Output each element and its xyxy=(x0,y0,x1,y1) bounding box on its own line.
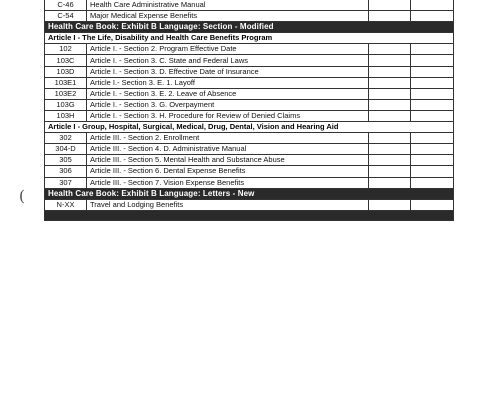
table-row xyxy=(45,144,454,155)
section-header-row xyxy=(45,22,454,33)
benefits-language-table xyxy=(44,0,454,221)
row-blank-cell xyxy=(369,144,411,155)
row-blank-cell xyxy=(411,177,454,188)
row-blank-cell xyxy=(369,77,411,88)
row-description-cell: Major Medical Expense Benefits xyxy=(87,11,369,22)
row-description-cell: Travel and Lodging Benefits xyxy=(87,199,369,210)
row-blank-cell xyxy=(411,144,454,155)
row-blank-cell xyxy=(411,166,454,177)
row-blank-cell xyxy=(411,155,454,166)
table-row xyxy=(45,11,454,22)
section-header-text: Health Care Book: Exhibit B Language: Letters - New xyxy=(45,188,454,199)
row-description-cell: Article III. - Section 6. Dental Expense Benefits xyxy=(87,166,369,177)
table-footer-cell xyxy=(45,210,454,220)
table-row xyxy=(45,133,454,144)
table-row xyxy=(45,99,454,110)
row-code-cell: 103E1 xyxy=(45,77,87,88)
row-blank-cell xyxy=(411,88,454,99)
row-code-cell: 103D xyxy=(45,66,87,77)
row-blank-cell xyxy=(411,99,454,110)
row-blank-cell xyxy=(411,55,454,66)
section-header-text: Health Care Book: Exhibit B Language: Section - Modified xyxy=(45,22,454,33)
section-header-row xyxy=(45,188,454,199)
row-description-cell: Article I.- Section 3. E. 1. Layoff xyxy=(87,77,369,88)
row-code-cell: 103G xyxy=(45,99,87,110)
row-blank-cell xyxy=(369,155,411,166)
row-code-cell: 307 xyxy=(45,177,87,188)
row-blank-cell xyxy=(369,66,411,77)
row-blank-cell xyxy=(369,133,411,144)
table-row xyxy=(45,88,454,99)
row-description-cell: Article I. - Section 3. E. 2. Leave of Absence xyxy=(87,88,369,99)
row-blank-cell xyxy=(369,177,411,188)
row-blank-cell xyxy=(411,44,454,55)
row-blank-cell xyxy=(411,66,454,77)
table-footer-bar xyxy=(45,210,454,220)
row-blank-cell xyxy=(411,77,454,88)
row-description-cell: Article I. - Section 2. Program Effective Date xyxy=(87,44,369,55)
row-description-cell: Article I. - Section 3. D. Effective Date of Insurance xyxy=(87,66,369,77)
row-description-cell: Article I. - Section 3. C. State and Federal Laws xyxy=(87,55,369,66)
row-code-cell: 305 xyxy=(45,155,87,166)
row-blank-cell xyxy=(369,0,411,11)
row-blank-cell xyxy=(411,0,454,11)
row-code-cell: 103H xyxy=(45,110,87,121)
row-blank-cell xyxy=(369,11,411,22)
row-blank-cell xyxy=(369,110,411,121)
table-row xyxy=(45,155,454,166)
article-subheader-text: Article I - Group, Hospital, Surgical, Medical, Drug, Dental, Vision and Hearing Aid xyxy=(45,122,454,133)
row-blank-cell xyxy=(369,88,411,99)
row-description-cell: Article III. - Section 7. Vision Expense Benefits xyxy=(87,177,369,188)
row-code-cell: 103C xyxy=(45,55,87,66)
row-code-cell: C-46 xyxy=(45,0,87,11)
row-code-cell: 302 xyxy=(45,133,87,144)
row-description-cell: Article III. - Section 2. Enrollment xyxy=(87,133,369,144)
row-description-cell: Article I. - Section 3. G. Overpayment xyxy=(87,99,369,110)
margin-parenthesis-mark: ( xyxy=(19,187,25,205)
row-code-cell: 304-D xyxy=(45,144,87,155)
row-code-cell: 306 xyxy=(45,166,87,177)
table-row xyxy=(45,166,454,177)
row-blank-cell xyxy=(411,133,454,144)
row-description-cell: Article III. - Section 4. D. Administrative Manual xyxy=(87,144,369,155)
row-code-cell: 103E2 xyxy=(45,88,87,99)
row-code-cell: 102 xyxy=(45,44,87,55)
row-blank-cell xyxy=(369,55,411,66)
table-row xyxy=(45,66,454,77)
table-row xyxy=(45,77,454,88)
article-subheader-row xyxy=(45,122,454,133)
row-blank-cell xyxy=(411,110,454,121)
row-blank-cell xyxy=(369,44,411,55)
article-subheader-text: Article I - The Life, Disability and Health Care Benefits Program xyxy=(45,33,454,44)
row-description-cell: Article III. - Section 5. Mental Health and Substance Abuse xyxy=(87,155,369,166)
row-description-cell: Article I. - Section 3. H. Procedure for Review of Denied Claims xyxy=(87,110,369,121)
row-description-cell: Health Care Administrative Manual xyxy=(87,0,369,11)
table-row xyxy=(45,199,454,210)
row-blank-cell xyxy=(411,199,454,210)
table-row xyxy=(45,0,454,11)
row-code-cell: N-XX xyxy=(45,199,87,210)
table-row xyxy=(45,110,454,121)
table-row xyxy=(45,44,454,55)
row-code-cell: C-54 xyxy=(45,11,87,22)
row-blank-cell xyxy=(369,166,411,177)
row-blank-cell xyxy=(369,99,411,110)
row-blank-cell xyxy=(369,199,411,210)
article-subheader-row xyxy=(45,33,454,44)
table-row xyxy=(45,55,454,66)
row-blank-cell xyxy=(411,11,454,22)
table-row xyxy=(45,177,454,188)
